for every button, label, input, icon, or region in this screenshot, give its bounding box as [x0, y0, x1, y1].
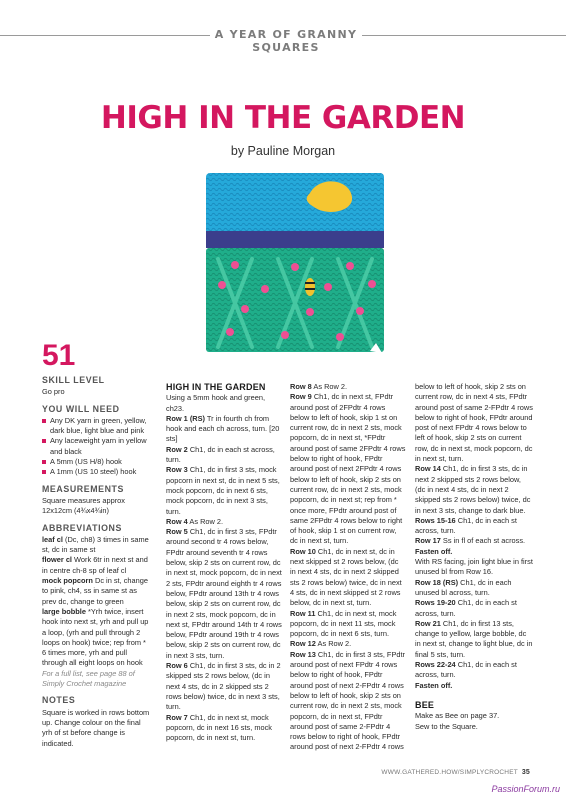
granny-square-photo	[200, 167, 390, 359]
abbreviation-item: flower cl Work 6tr in next st and in centre ch-8 sp of leaf cl	[42, 555, 148, 575]
abbreviations-heading: ABBREVIATIONS	[42, 522, 122, 533]
abbreviations-note: For a full list, see page 88 of Simply Crochet magazine	[42, 668, 135, 689]
notes-heading: NOTES	[42, 695, 76, 706]
watermark: PassionForum.ru	[491, 784, 560, 794]
measurements-heading: MEASUREMENTS	[42, 483, 124, 494]
abbreviation-item: leaf cl (Dc, ch8) 3 times in same st, dc in same st	[42, 534, 149, 555]
series-header	[0, 22, 566, 54]
pattern-row: Row 11 Ch1, dc in next st, mock popcorn, dc in next 11 sts, mock popcorn, dc in next 6 sts, turn.	[290, 608, 397, 639]
bee-heading: BEE	[415, 699, 435, 710]
pattern-row: Row 3 Ch1, dc in first 3 sts, mock popcorn in next st, dc in next 5 sts, mock popcorn, dc in next 6 sts, mock popcorn, dc in next 3 sts, turn.	[166, 465, 280, 516]
pattern-row: Row 7 Ch1, dc in next st, mock popcorn, dc in next 16 sts, mock popcorn, dc in next st, turn.	[166, 712, 272, 743]
footer-url[interactable]: WWW.GATHERED.HOW/SIMPLYCROCHET	[381, 769, 518, 776]
pattern-title: HIGH IN THE GARDEN	[100, 100, 466, 136]
pattern-number: 51	[42, 339, 76, 372]
pattern-row: Row 1 (RS) Tr in fourth ch from hook and each ch across, turn. [20 sts]	[166, 413, 280, 444]
pattern-row: Row 17 Ss in fl of each st across.	[415, 536, 526, 546]
column-requirements	[42, 375, 152, 749]
fasten-off: Fasten off.	[415, 546, 453, 556]
skill-value: Go pro	[42, 387, 65, 397]
need-item: A 1mm (US 10 steel) hook	[42, 467, 152, 477]
need-item: Any laceweight yarn in yellow and black	[42, 436, 152, 457]
byline: by Pauline Morgan	[230, 144, 336, 158]
pattern-row: Row 9 Ch1, dc in next st, FPdtr around post of 2FPdtr 4 rows below to left of hook, skip 1 st on current row, dc in next 2 sts, mock popcorn, dc in next st, *FPdtr around post of same 2FPdtr 4 rows below to right of hook, FPdtr around post of next 2FPdtr 4 rows below to left of hook, skip 2 sts on current row, dc in next 2 sts, mock popcorn, dc in next st; rep from * once more, FPdtr around post of same 2FPdtr 4 rows below to right of hook, skip 1 st on current row, dc in next st, turn.	[290, 392, 406, 546]
page-number: 35	[521, 769, 530, 776]
pattern-heading: HIGH IN THE GARDEN	[166, 382, 266, 392]
pattern-row: Row 6 Ch1, dc in first 3 sts, dc in 2 skipped sts 2 rows below, (dc in next 4 sts, dc in 2 skipped sts 2 rows below) twice, dc in next 3 sts, turn.	[166, 661, 281, 712]
pattern-continuation: below to left of hook, skip 2 sts on current row, dc in next 4 sts, FPdtr around post of same 2-FPdtr 4 rows below to right of hook, FPdtr around post of next FPdtr 4 rows below to left of hook, skip 2 sts on current row, dc in next st, mock popcorn, dc in next st, turn.	[415, 382, 533, 464]
pattern-row: Row 8 As Row 2.	[290, 382, 348, 391]
column-pattern-2	[290, 382, 406, 753]
notes-text: Square is worked in rows bottom up. Change colour on the final yrh of st before change is indicated.	[42, 707, 150, 748]
pattern-row: Row 2 Ch1, dc in each st across, turn.	[166, 444, 275, 465]
abbreviation-item: mock popcorn Dc in st, change to pink, ch4, ss in same st as prev dc, change to green	[42, 576, 148, 606]
bee-line: Sew to the Square.	[415, 721, 478, 731]
pattern-row: Rows 19-20 Ch1, dc in each st across, turn.	[415, 598, 517, 618]
need-item: A 5mm (US H/8) hook	[42, 457, 152, 467]
pattern-row: Row 21 Ch1, dc in first 13 sts, change to yellow, large bobble, dc in next st, change to light blue, dc in final 5 sts, turn.	[415, 618, 533, 659]
pattern-row: Row 12 As Row 2.	[290, 639, 352, 649]
pattern-row: Rows 15-16 Ch1, dc in each st across, turn.	[415, 515, 517, 536]
skill-heading: SKILL LEVEL	[42, 375, 105, 385]
series-title: A YEAR OF GRANNY SQUARES	[214, 28, 358, 54]
need-item: Any DK yarn in green, yellow, dark blue, light blue and pink	[42, 416, 152, 437]
column-pattern-3	[415, 382, 533, 732]
fasten-off: Fasten off.	[415, 680, 453, 690]
pattern-row: Row 4 As Row 2.	[166, 516, 224, 526]
header-rule-left	[0, 35, 210, 36]
measurements-value: Square measures approx 12x12cm (4¾x4¾in)	[42, 495, 125, 516]
page-footer	[381, 769, 530, 776]
need-heading: YOU WILL NEED	[42, 403, 120, 414]
header-rule-right	[362, 35, 566, 36]
pattern-row: Rows 22-24 Ch1, dc in each st across, turn.	[415, 660, 517, 680]
pattern-row: Row 5 Ch1, dc in first 3 sts, FPdtr around second tr 4 rows below, FPdtr around seventh tr 4 rows below, skip 2 sts on current row, dc in next st, mock popcorn, dc in next 2 sts, FPdtr around eighth tr 4 rows below, FPdtr around 13th tr 4 rows below, skip 2 sts on current row, dc in next 2 sts, mock popcorn, dc in next st, FPdtr around 14th tr 4 rows below, FPdtr around 19th tr 4 rows below, skip 2 sts on current row, dc in next 3 sts, turn.	[166, 527, 282, 660]
column-pattern-1	[166, 382, 282, 743]
bee-line: Make as Bee on page 37.	[415, 711, 500, 721]
pattern-row: Row 14 Ch1, dc in first 3 sts, dc in next 2 skipped sts 2 rows below, (dc in next 4 sts, dc in next 2 skipped sts 2 rows below) twice, dc in next 3 sts, change to dark blue.	[415, 464, 531, 515]
pattern-row: Row 10 Ch1, dc in next st, dc in next skipped st 2 rows below, (dc in next 4 sts, dc in next 2 skipped sts 2 rows below) twice, dc in next 4 sts, dc in next skipped st 2 rows below, dc in next st, turn.	[290, 546, 402, 608]
rejoin-text: With RS facing, join light blue in first unused bl from Row 16.	[415, 557, 533, 577]
pattern-row: Row 13 Ch1, dc in first 3 sts, FPdtr around post of next FPdtr 4 rows below to right of hook, FPdtr around post of next 2-FPdtr 4 rows below to left of hook, skip 2 sts on current row, dc in next 2 sts, mock popcorn, dc in next st, FPdtr around post of same 2-FPdtr 4 rows below to right of hook, FPdtr around post of next 2-FPdtr 4 rows	[290, 649, 405, 752]
abbreviation-item: large bobble *Yrh twice, insert hook into next st, yrh and pull up a loop, (yrh and pull through 2 loops on hook) twice; rep from * 6 times more, yrh and pull through all eight loops on hook	[42, 606, 149, 668]
pattern-row: Row 18 (RS) Ch1, dc in each unused bl across, turn.	[415, 577, 512, 597]
pattern-intro: Using a 5mm hook and green, ch23.	[166, 393, 266, 413]
